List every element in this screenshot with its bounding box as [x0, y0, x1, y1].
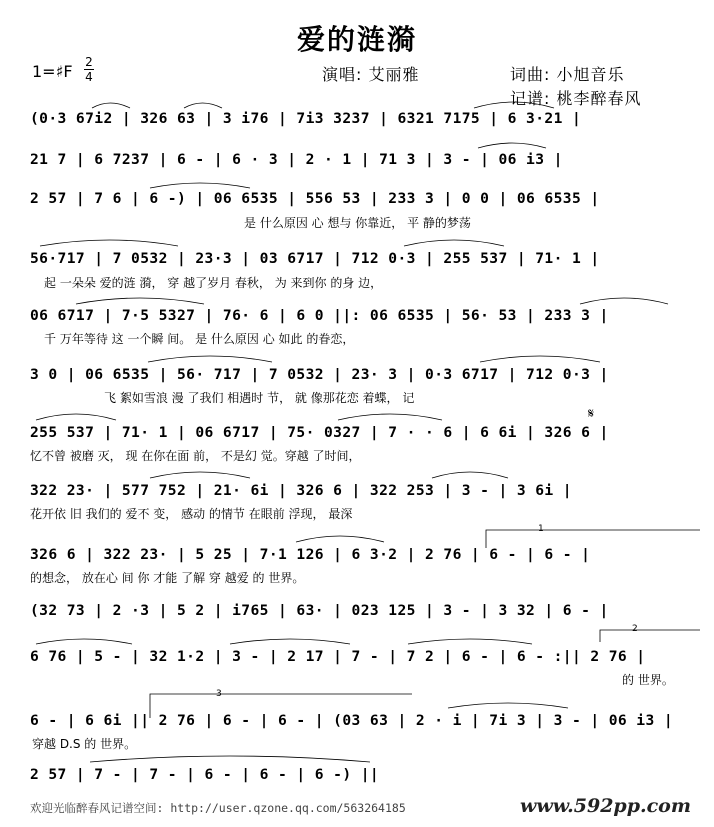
volta-2-label: 2	[632, 624, 638, 634]
score-line-9: 326 6 | 322 23· | 5 25 | 7·1 126 | 6 3·2 | 2 76 | 6 - | 6 - |	[30, 546, 591, 563]
time-signature-bottom: 4	[85, 70, 93, 84]
score-line-2: 21 7 | 6 7237 | 6 - | 6 · 3 | 2 · 1 | 71 3 | 3 - | 06 i3 |	[30, 151, 563, 168]
slur-13	[338, 414, 442, 420]
slur-17	[36, 639, 132, 644]
slur-3	[474, 102, 554, 108]
slur-7	[404, 240, 504, 246]
score-line-3: 2 57 | 7 6 | 6 -) | 06 6535 | 556 53 | 233 3 | 0 0 | 06 6535 |	[30, 190, 600, 207]
transcriber-credit: 记谱: 桃李醉春风	[510, 89, 642, 108]
score-line-13: 2 57 | 7 - | 7 - | 6 - | 6 - | 6 -) ||	[30, 766, 380, 783]
score-line-4: 56·717 | 7 0532 | 23·3 | 03 6717 | 712 0·3 | 255 537 | 71· 1 |	[30, 250, 600, 267]
score-line-5: 06 6717 | 7·5 5327 | 76· 6 | 6 0 ||: 06 6535 | 56· 53 | 233 3 |	[30, 307, 609, 324]
time-signature-top: 2	[85, 55, 93, 69]
volta-3-bracket	[150, 694, 412, 718]
slur-4	[150, 183, 250, 188]
slur-15	[432, 472, 508, 478]
volta-3-label: 3	[216, 689, 222, 699]
slur-14	[150, 472, 250, 478]
slur-6	[40, 240, 178, 246]
score-line-10: (32 73 | 2 ·3 | 5 2 | i765 | 63· | 023 125 | 3 - | 3 32 | 6 - |	[30, 602, 609, 619]
key-signature: 1=♯F	[32, 62, 73, 81]
slur-1	[92, 103, 130, 108]
slur-16	[296, 536, 384, 542]
score-line-11: 6 76 | 5 - | 32 1·2 | 3 - | 2 17 | 7 - | 7 2 | 6 - | 6 - :|| 2 76 |	[30, 648, 646, 665]
slur-10	[148, 356, 272, 362]
slur-9	[580, 298, 668, 304]
lyric-line-4: 起 一朵朵 爱的涟 漪， 穿 越了岁月 春秋， 为 来到你 的身 边，	[44, 276, 383, 290]
segno-sign: 𝄋	[588, 406, 595, 422]
volta-1-label: 1	[538, 524, 544, 534]
score-line-8: 322 23· | 577 752 | 21· 6i | 326 6 | 322 253 | 3 - | 3 6i |	[30, 482, 572, 499]
score-line-6: 3 0 | 06 6535 | 56· 717 | 7 0532 | 23· 3 | 0·3 6717 | 712 0·3 |	[30, 366, 609, 383]
lyric-line-11: 的 世界。	[622, 673, 674, 687]
volta-2-bracket	[600, 630, 700, 642]
footer-text: 欢迎光临醉春风记谱空间: http://user.qzone.qq.com/563264185	[30, 801, 406, 815]
lyric-line-8: 花开依 旧 我们的 爱不 变， 感动 的情节 在眼前 浮现， 最深	[30, 507, 353, 521]
lyric-line-5: 千 万年等待 这 一个瞬 间。 是 什么原因 心 如此 的眷恋，	[44, 332, 355, 346]
lyric-line-3: 是 什么原因 心 想与 你靠近， 平 静的梦荡	[244, 216, 471, 230]
lyric-line-7: 忆不曾 被磨 灭， 现 在你在面 前， 不是幻 觉。穿越 了时间，	[30, 449, 361, 463]
score-line-7: 255 537 | 71· 1 | 06 6717 | 75· 0327 | 7 · · 6 | 6 6i | 326 6 |	[30, 424, 609, 441]
song-title: 爱的涟漪	[296, 23, 417, 56]
slur-5	[478, 143, 546, 148]
slur-11	[480, 356, 600, 362]
lyric-line-9: 的想念， 放在心 间 你 才能 了解 穿 越爱 的 世界。	[30, 571, 305, 585]
slur-8	[76, 298, 204, 304]
volta-1-bracket	[486, 530, 700, 548]
slur-21	[90, 756, 370, 762]
slur-20	[448, 703, 568, 708]
composer-credit: 词曲: 小旭音乐	[510, 65, 625, 84]
slur-12	[36, 414, 116, 420]
brand-watermark: www.592pp.com	[520, 795, 691, 817]
lyric-line-6: 飞 絮如雪浪 漫 了我们 相遇时 节， 就 像那花恋 着蝶， 记	[104, 391, 415, 405]
score-line-1: (0·3 67i2 | 326 63 | 3 i76 | 7i3 3237 | 6321 7175 | 6 3·21 |	[30, 110, 582, 127]
slur-2	[184, 103, 222, 108]
slur-18	[230, 639, 350, 644]
slur-19	[408, 639, 532, 644]
score-line-12: 6 - | 6 6i || 2 76 | 6 - | 6 - | (03 63 | 2 · i | 7i 3 | 3 - | 06 i3 |	[30, 712, 674, 729]
lyric-line-12: 穿越 D.S 的 世界。	[32, 737, 137, 751]
singer-credit: 演唱: 艾丽雅	[322, 65, 420, 84]
